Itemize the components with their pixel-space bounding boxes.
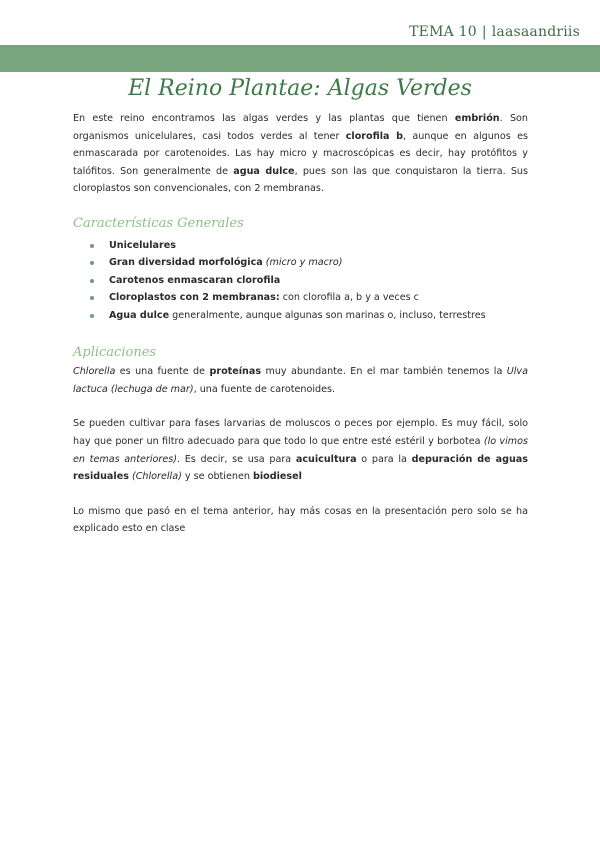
- text: muy abundante. En el mar también tenemos la: [261, 366, 507, 378]
- tema-label: TEMA 10: [409, 24, 477, 40]
- text: con clorofila a, b y a veces c: [279, 292, 419, 304]
- bold-text: clorofila b: [345, 130, 403, 142]
- bold-text: biodiesel: [252, 471, 302, 483]
- text: y se obtienen: [181, 471, 253, 483]
- page-title: El Reino Plantae: Algas Verdes: [128, 76, 472, 101]
- bold-text: proteínas: [209, 366, 262, 378]
- bold-text: depuración de aguas residuales: [73, 453, 528, 483]
- italic-text: (Chlorella): [131, 471, 182, 483]
- text: es una fuente de: [115, 366, 210, 378]
- text: generalmente, aunque algunas son marinas o, incluso, terrestres: [169, 309, 486, 321]
- header-band: [0, 45, 600, 72]
- bold-text: acuicultura: [295, 453, 357, 465]
- text: , una fuente de carotenoides.: [193, 383, 336, 395]
- text: o para la: [356, 453, 412, 465]
- text: , aunque en algunos es enmascarada por carotenoides. Las hay micro y macroscópicas es decir, hay protófitos y talófitos. Son generalmente de: [73, 130, 528, 177]
- list-item: [73, 237, 528, 255]
- bold-text: Unicelulares: [109, 239, 176, 251]
- text: , pues son las que conquistaron la tierra. Sus cloroplastos son convencionales, con 2 membranas.: [73, 165, 528, 195]
- italic-text: (lo vimos en temas anteriores): [73, 435, 528, 465]
- list-item: [73, 272, 528, 290]
- italic-text: Ulva lactuca (lechuga de mar): [73, 366, 528, 395]
- list-item: [73, 254, 528, 272]
- bullet-icon: [90, 261, 94, 265]
- intro-paragraph: [73, 110, 528, 198]
- bold-text: Carotenos enmascaran clorofila: [109, 274, 281, 286]
- text: . Son organismos unicelulares, casi todos verdes al tener: [73, 113, 528, 142]
- bold-text: Gran diversidad morfológica: [109, 257, 263, 269]
- bold-text: Agua dulce: [109, 309, 170, 321]
- author-label: laasaandriis: [491, 24, 580, 40]
- page-header: [409, 24, 580, 40]
- italic-text: Chlorella: [73, 366, 116, 378]
- bold-text: embrión: [454, 113, 500, 124]
- italic-text: (micro y macro): [262, 257, 343, 269]
- bullet-icon: [90, 244, 94, 248]
- header-separator: |: [481, 24, 487, 40]
- section-heading-aplicaciones: Aplicaciones: [73, 344, 157, 360]
- text: En este reino encontramos las algas verdes y las plantas que tienen: [73, 113, 455, 124]
- bold-text: Cloroplastos con 2 membranas:: [109, 292, 280, 304]
- caracteristicas-list: [73, 237, 528, 325]
- section-heading-caracteristicas: Características Generales: [73, 215, 244, 231]
- bullet-icon: [90, 279, 94, 283]
- document-body: [73, 110, 528, 538]
- text: Se pueden cultivar para fases larvarias de moluscos o peces por ejemplo. Es muy fácil, solo hay que poner un filtro adecuado para que todo lo que entre esté estéril y borbotea: [73, 418, 528, 447]
- list-item: [73, 289, 528, 307]
- aplicaciones-paragraph-2: [73, 415, 528, 485]
- aplicaciones-paragraph-1: [73, 363, 528, 398]
- bullet-icon: [90, 314, 94, 318]
- list-item: [73, 307, 528, 325]
- text: . Es decir, se usa para: [176, 453, 296, 465]
- aplicaciones-paragraph-3: Lo mismo que pasó en el tema anterior, hay más cosas en la presentación pero solo se ha explicado esto en clase: [73, 505, 528, 535]
- bold-text: agua dulce: [233, 165, 295, 177]
- bullet-icon: [90, 296, 94, 300]
